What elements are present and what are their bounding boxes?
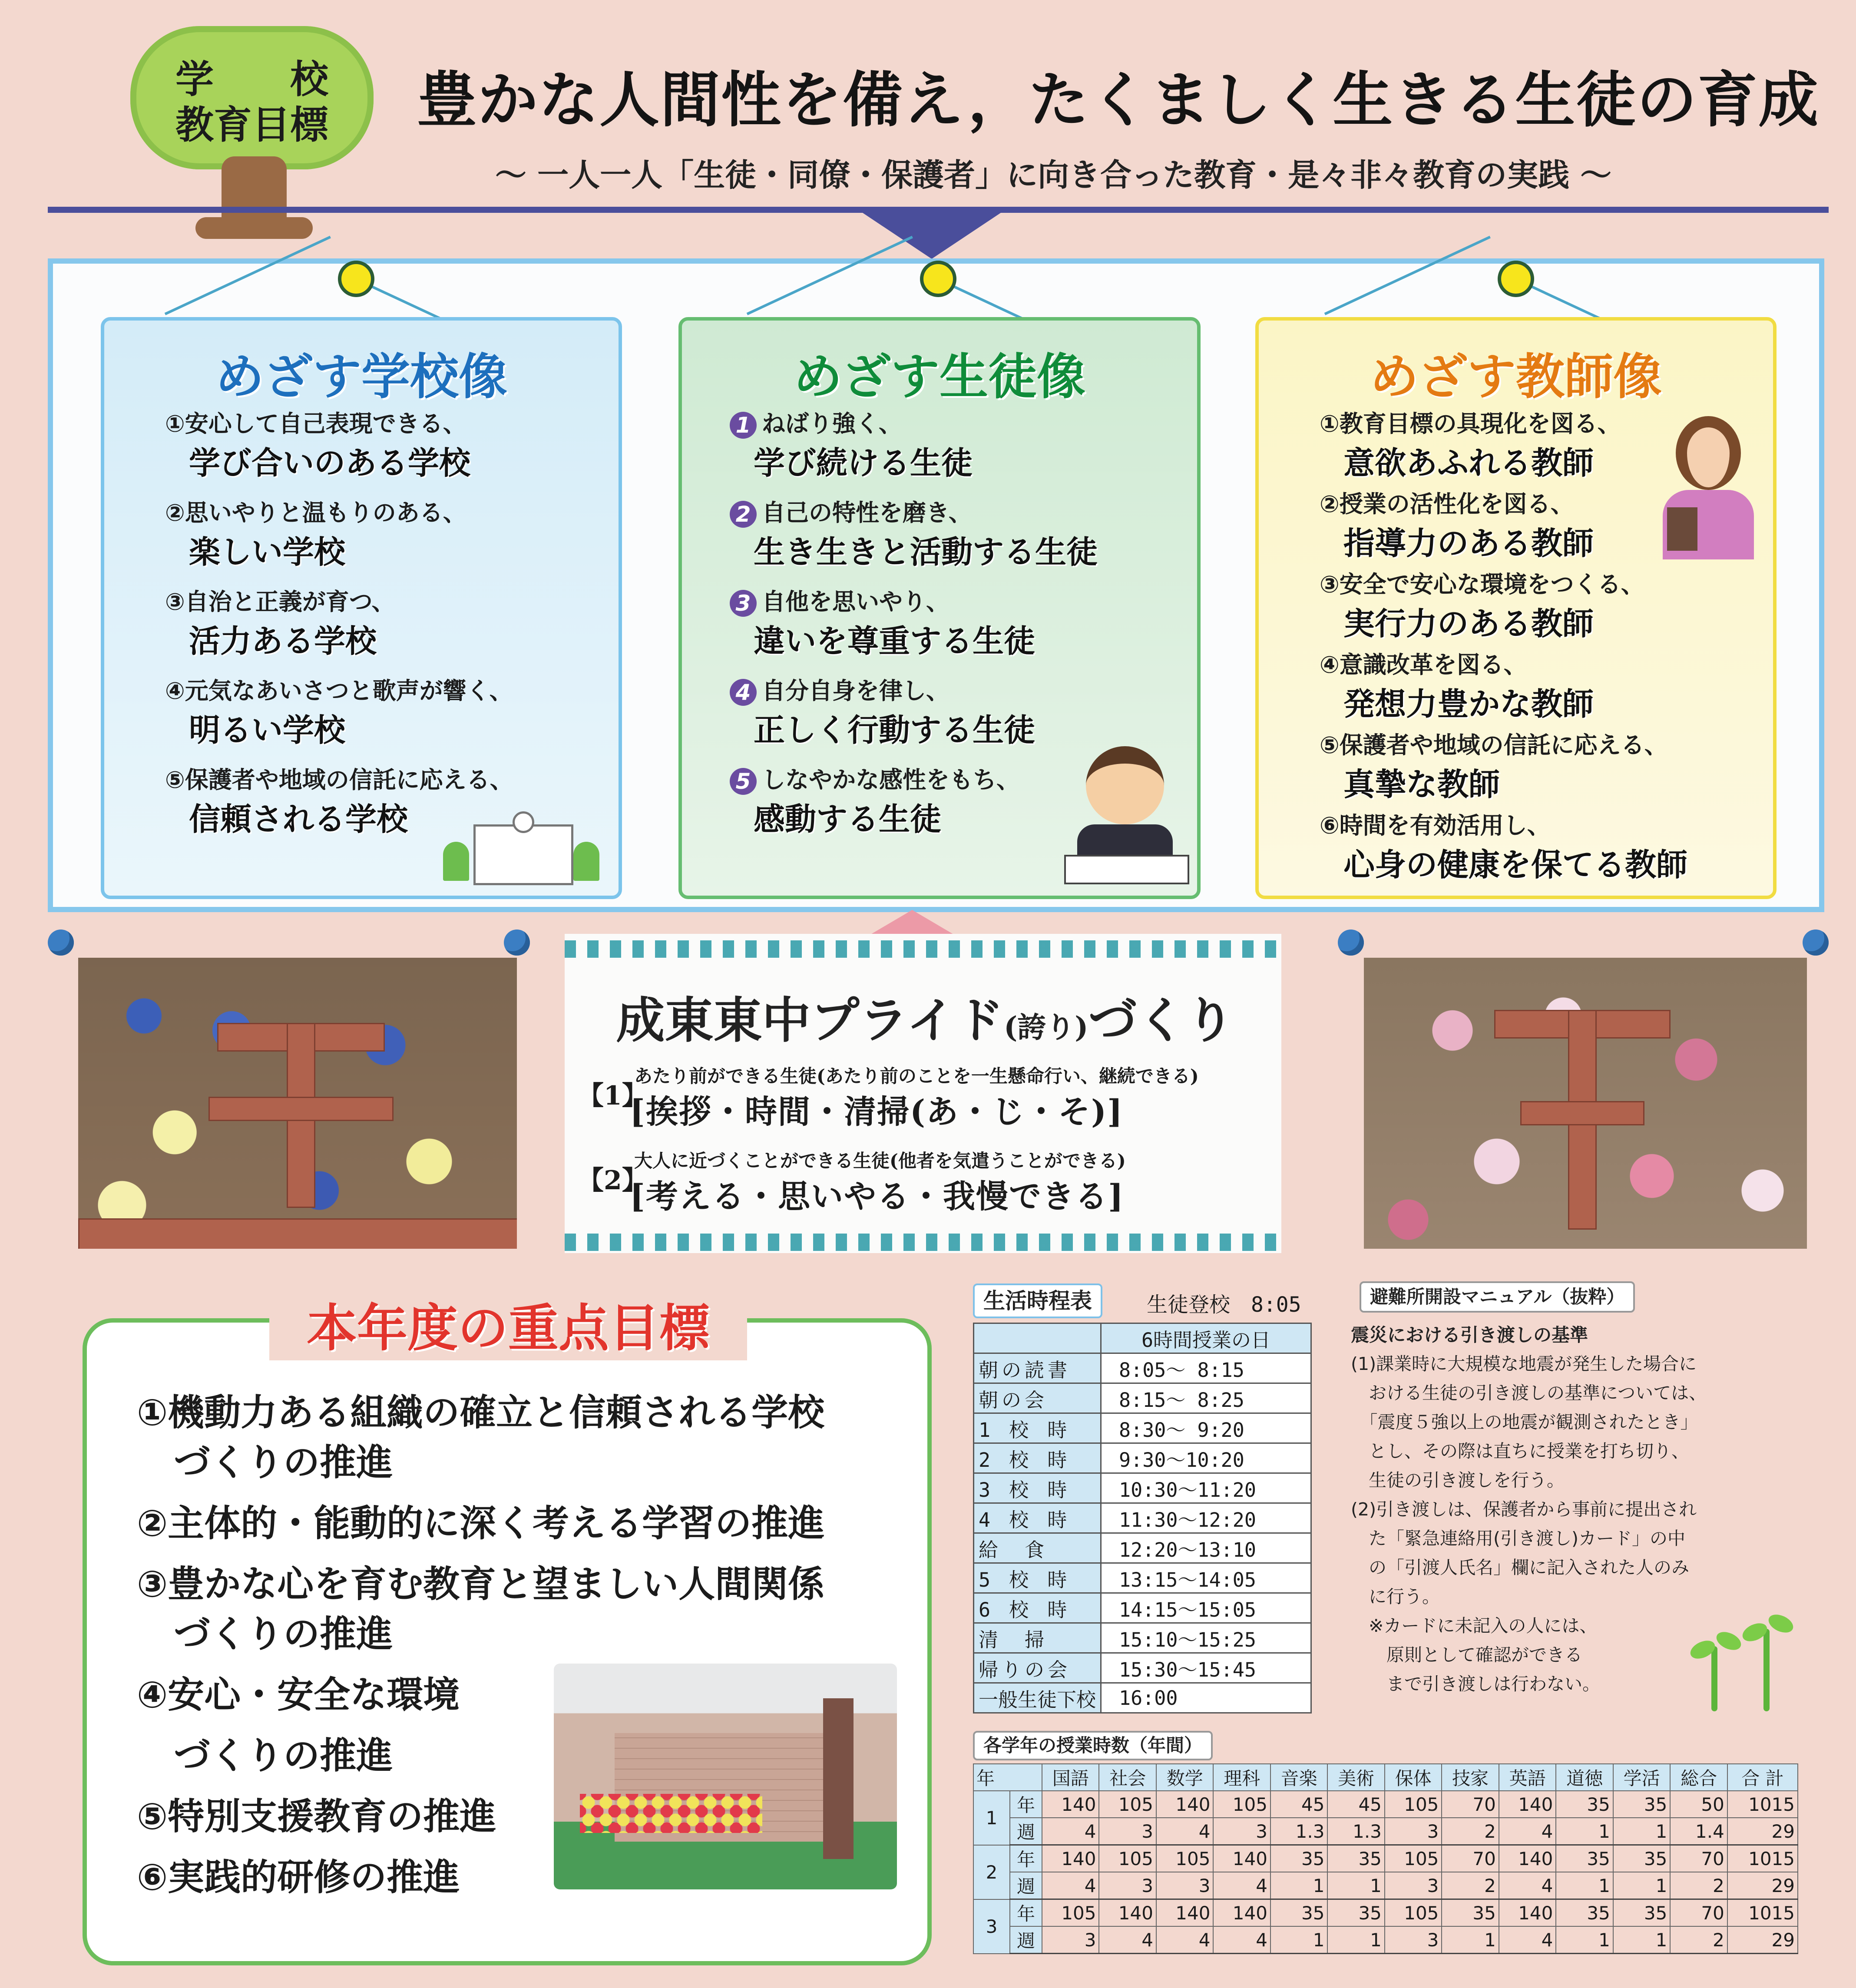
table-row: 2 年 140 105 105 140 35 35 105 70 140 35 35 70 1015 [973, 1845, 1798, 1872]
list-item [730, 583, 1181, 661]
item-emphasis: 指導力のある教師 [1343, 525, 1594, 562]
table-row: 朝の読書 8:05～ 8:15 [974, 1353, 1311, 1383]
evacuation-line: (2)引き渡しは、保護者から事前に提出され [1351, 1499, 1697, 1520]
item-lead: ④意識改革を図る、 [1320, 651, 1527, 678]
decor-border [565, 940, 1281, 958]
item-emphasis: 実行力のある教師 [1343, 605, 1594, 642]
pride-title-main: 成東東中プライド [616, 992, 1004, 1049]
table-header: 6時間授業の日 [1101, 1323, 1311, 1353]
goal-line: ③豊かな心を育む教育と望ましい人間関係 [137, 1563, 825, 1605]
item-lead: ねばり強く、 [762, 410, 902, 437]
item-lead: ④元気なあいさつと歌声が響く、 [165, 677, 513, 705]
pushpin-icon [504, 929, 530, 956]
evacuation-label: 避難所開設マニュアル（抜粋） [1360, 1281, 1635, 1313]
item-emphasis: 真摯な教師 [1343, 766, 1500, 803]
teacher-vision-panel [1255, 317, 1777, 899]
item-emphasis: 違いを尊重する生徒 [754, 623, 1036, 660]
table-row: 5 校 時 13:15～14:05 [974, 1563, 1311, 1593]
pride-number: 【1】 [578, 1081, 648, 1111]
pride-description: 大人に近づくことができる生徒(他者を気遣うことができる) [634, 1150, 1126, 1171]
item-emphasis: 発想力豊かな教師 [1343, 686, 1594, 722]
evacuation-line: おける生徒の引き渡しの基準については、 [1351, 1383, 1707, 1403]
item-lead: ①教育目標の具現化を図る、 [1320, 410, 1621, 437]
item-emphasis: 意欲あふれる教師 [1343, 445, 1594, 481]
pushpin-icon [1803, 929, 1829, 956]
goal-line: ④安心・安全な環境 [137, 1674, 460, 1716]
item-emphasis: 感動する生徒 [754, 801, 942, 838]
pin-icon [1498, 261, 1534, 297]
badge-line-1: 学 校 [175, 57, 328, 102]
table-row: 清 掃 15:10～15:25 [974, 1623, 1311, 1653]
table-row: 3 年 105 140 140 140 35 35 105 35 140 35 35 70 1015 [973, 1899, 1798, 1927]
item-emphasis: 楽しい学校 [189, 534, 346, 570]
item-lead: ②思いやりと温もりのある、 [165, 499, 466, 526]
hours-label: 各学年の授業時数（年間） [973, 1731, 1213, 1760]
table-row: 週 4 3 3 4 1 1 3 2 4 1 1 2 29 [973, 1872, 1798, 1899]
goal-line: ⑥実践的研修の推進 [137, 1856, 460, 1899]
pushpin-icon [48, 929, 74, 956]
decor-border [565, 1234, 1281, 1251]
daily-schedule-table [973, 1323, 1312, 1713]
goal-line: ②主体的・能動的に深く考える学習の推進 [137, 1502, 825, 1545]
flower-bed-photo-left [78, 958, 517, 1249]
list-item [165, 672, 617, 750]
pin-icon [338, 261, 374, 297]
item-emphasis: 生き生きと活動する生徒 [754, 534, 1098, 571]
table-row: 朝の会 8:15～ 8:25 [974, 1383, 1311, 1413]
number-badge: 4 [730, 679, 757, 706]
item-emphasis: 信頼される学校 [189, 801, 408, 837]
goals-title: 本年度の重点目標 [269, 1288, 747, 1360]
table-row: 週 3 4 4 4 1 1 3 1 4 1 1 2 29 [973, 1926, 1798, 1954]
pride-title-end: づくり [1088, 992, 1234, 1049]
list-item [1320, 566, 1771, 644]
goal-line: づくりの推進 [174, 1441, 393, 1484]
pride-keywords: [考える・思いやる・我慢できる] [630, 1178, 1125, 1215]
table-row: 週 4 3 4 3 1.3 1.3 3 2 4 1 1 1.4 29 [973, 1818, 1798, 1845]
panel-title: めざす学校像 [215, 349, 507, 405]
schedule-label: 生活時程表 [973, 1283, 1102, 1318]
table-row: 4 校 時 11:30～12:20 [974, 1503, 1311, 1533]
goal-line: ①機動力ある組織の確立と信頼される学校 [137, 1391, 825, 1434]
item-lead: ①安心して自己表現できる、 [165, 410, 466, 437]
item-emphasis: 学び合いのある学校 [189, 445, 471, 481]
pin-icon [920, 261, 956, 297]
student-vision-panel [678, 317, 1201, 899]
evacuation-line: とし、その際は直ちに授業を打ち切り、 [1351, 1441, 1689, 1462]
evacuation-line: ※カードに未記入の人には、 [1351, 1615, 1598, 1636]
pushpin-icon [1338, 929, 1364, 956]
list-item [165, 494, 617, 572]
table-header-row: 年 国語 社会 数学 理科 音楽 美術 保体 技家 英語 道徳 学活 総合 合 計 [973, 1764, 1798, 1791]
item-lead: ⑤保護者や地域の信託に応える、 [165, 766, 513, 794]
sprout-icon [1694, 1616, 1803, 1716]
evacuation-line: まで引き渡しは行わない。 [1351, 1674, 1600, 1694]
panel-title: めざす教師像 [1370, 349, 1662, 405]
panel-title: めざす生徒像 [794, 349, 1085, 405]
item-emphasis: 心身の健康を保てる教師 [1343, 847, 1688, 883]
table-row: 1 年 140 105 140 105 45 45 105 70 140 35 35 50 1015 [973, 1791, 1798, 1818]
table-row: 帰りの会 15:30～15:45 [974, 1653, 1311, 1683]
number-badge: 3 [730, 590, 757, 617]
evacuation-line: 生徒の引き渡しを行う。 [1351, 1470, 1565, 1491]
table-row: 3 校 時 10:30～11:20 [974, 1473, 1311, 1503]
teacher-illustration [1650, 416, 1763, 559]
annual-hours-table [973, 1763, 1798, 1954]
school-vision-panel [101, 317, 622, 899]
evacuation-line: 原則として確認ができる [1351, 1644, 1582, 1665]
school-building-icon [443, 811, 599, 881]
pride-title [599, 982, 1251, 1052]
item-lead: ③自治と正義が育つ、 [165, 588, 395, 615]
item-emphasis: 正しく行動する生徒 [754, 712, 1036, 749]
badge-line-2: 教育目標 [175, 103, 328, 147]
pride-number: 【2】 [578, 1165, 648, 1196]
list-item [730, 672, 1181, 750]
item-lead: しなやかな感性をもち、 [762, 766, 1020, 794]
pride-box [565, 934, 1281, 1253]
page-title: 豊かな人間性を備え，たくましく生きる生徒の育成 [417, 65, 1820, 135]
table-row: 給 食 12:20～13:10 [974, 1533, 1311, 1563]
table-row: 6 校 時 14:15～15:05 [974, 1593, 1311, 1623]
number-badge: 2 [730, 501, 757, 528]
list-item [165, 583, 617, 661]
number-badge: 5 [730, 768, 757, 795]
page-subtitle: ～ 一人一人「生徒・同僚・保護者」に向き合った教育・是々非々教育の実践 ～ [495, 157, 1612, 193]
evacuation-line: に行う。 [1351, 1586, 1440, 1607]
item-lead: ②授業の活性化を図る、 [1320, 490, 1574, 518]
table-row: 1 校 時 8:30～ 9:20 [974, 1413, 1311, 1443]
number-badge: 1 [730, 412, 757, 439]
item-emphasis: 活力ある学校 [189, 623, 377, 659]
item-emphasis: 明るい学校 [189, 712, 346, 748]
list-item [1320, 807, 1771, 885]
evacuation-line: 「震度５強以上の地震が観測されたとき」 [1351, 1412, 1698, 1432]
item-emphasis: 学び続ける生徒 [754, 445, 973, 482]
arrival-time: 生徒登校 8:05 [1147, 1293, 1301, 1317]
evacuation-line: の「引渡人氏名」欄に記入された人のみ [1351, 1557, 1689, 1578]
pride-title-small: (誇り) [1004, 1010, 1088, 1044]
goal-line: づくりの推進 [174, 1613, 393, 1655]
list-item [1320, 646, 1771, 724]
goal-line: ⑤特別支援教育の推進 [137, 1795, 496, 1838]
table-row: 2 校 時 9:30～10:20 [974, 1443, 1311, 1473]
list-item [1320, 727, 1771, 804]
evacuation-heading: 震災における引き渡しの基準 [1351, 1324, 1588, 1346]
evacuation-line: た「緊急連絡用(引き渡し)カード」の中 [1351, 1528, 1685, 1549]
pride-keywords: [挨拶・時間・清掃(あ・じ・そ)] [630, 1093, 1124, 1131]
item-lead: 自分自身を律し、 [762, 677, 950, 705]
item-lead: 自他を思いやり、 [762, 588, 950, 615]
pride-description: あたり前ができる生徒(あたり前のことを一生懸命行い、継続できる) [634, 1065, 1199, 1087]
item-lead: ⑥時間を有効活用し、 [1320, 812, 1551, 839]
goal-line: づくりの推進 [174, 1734, 393, 1777]
list-item [165, 405, 617, 483]
goal-badge [156, 56, 347, 148]
school-entrance-photo [554, 1664, 897, 1889]
evacuation-line: (1)課業時に大規模な地震が発生した場合に [1351, 1353, 1697, 1374]
list-item [730, 405, 1181, 483]
item-lead: ⑤保護者や地域の信託に応える、 [1320, 731, 1668, 759]
student-illustration [1064, 746, 1186, 885]
table-row: 一般生徒下校 16:00 [974, 1683, 1311, 1713]
list-item [730, 494, 1181, 572]
item-lead: ③安全で安心な環境をつくる、 [1320, 571, 1644, 598]
tree-root [195, 217, 313, 239]
item-lead: 自己の特性を磨き、 [762, 499, 972, 526]
flower-bed-photo-right [1364, 958, 1807, 1249]
